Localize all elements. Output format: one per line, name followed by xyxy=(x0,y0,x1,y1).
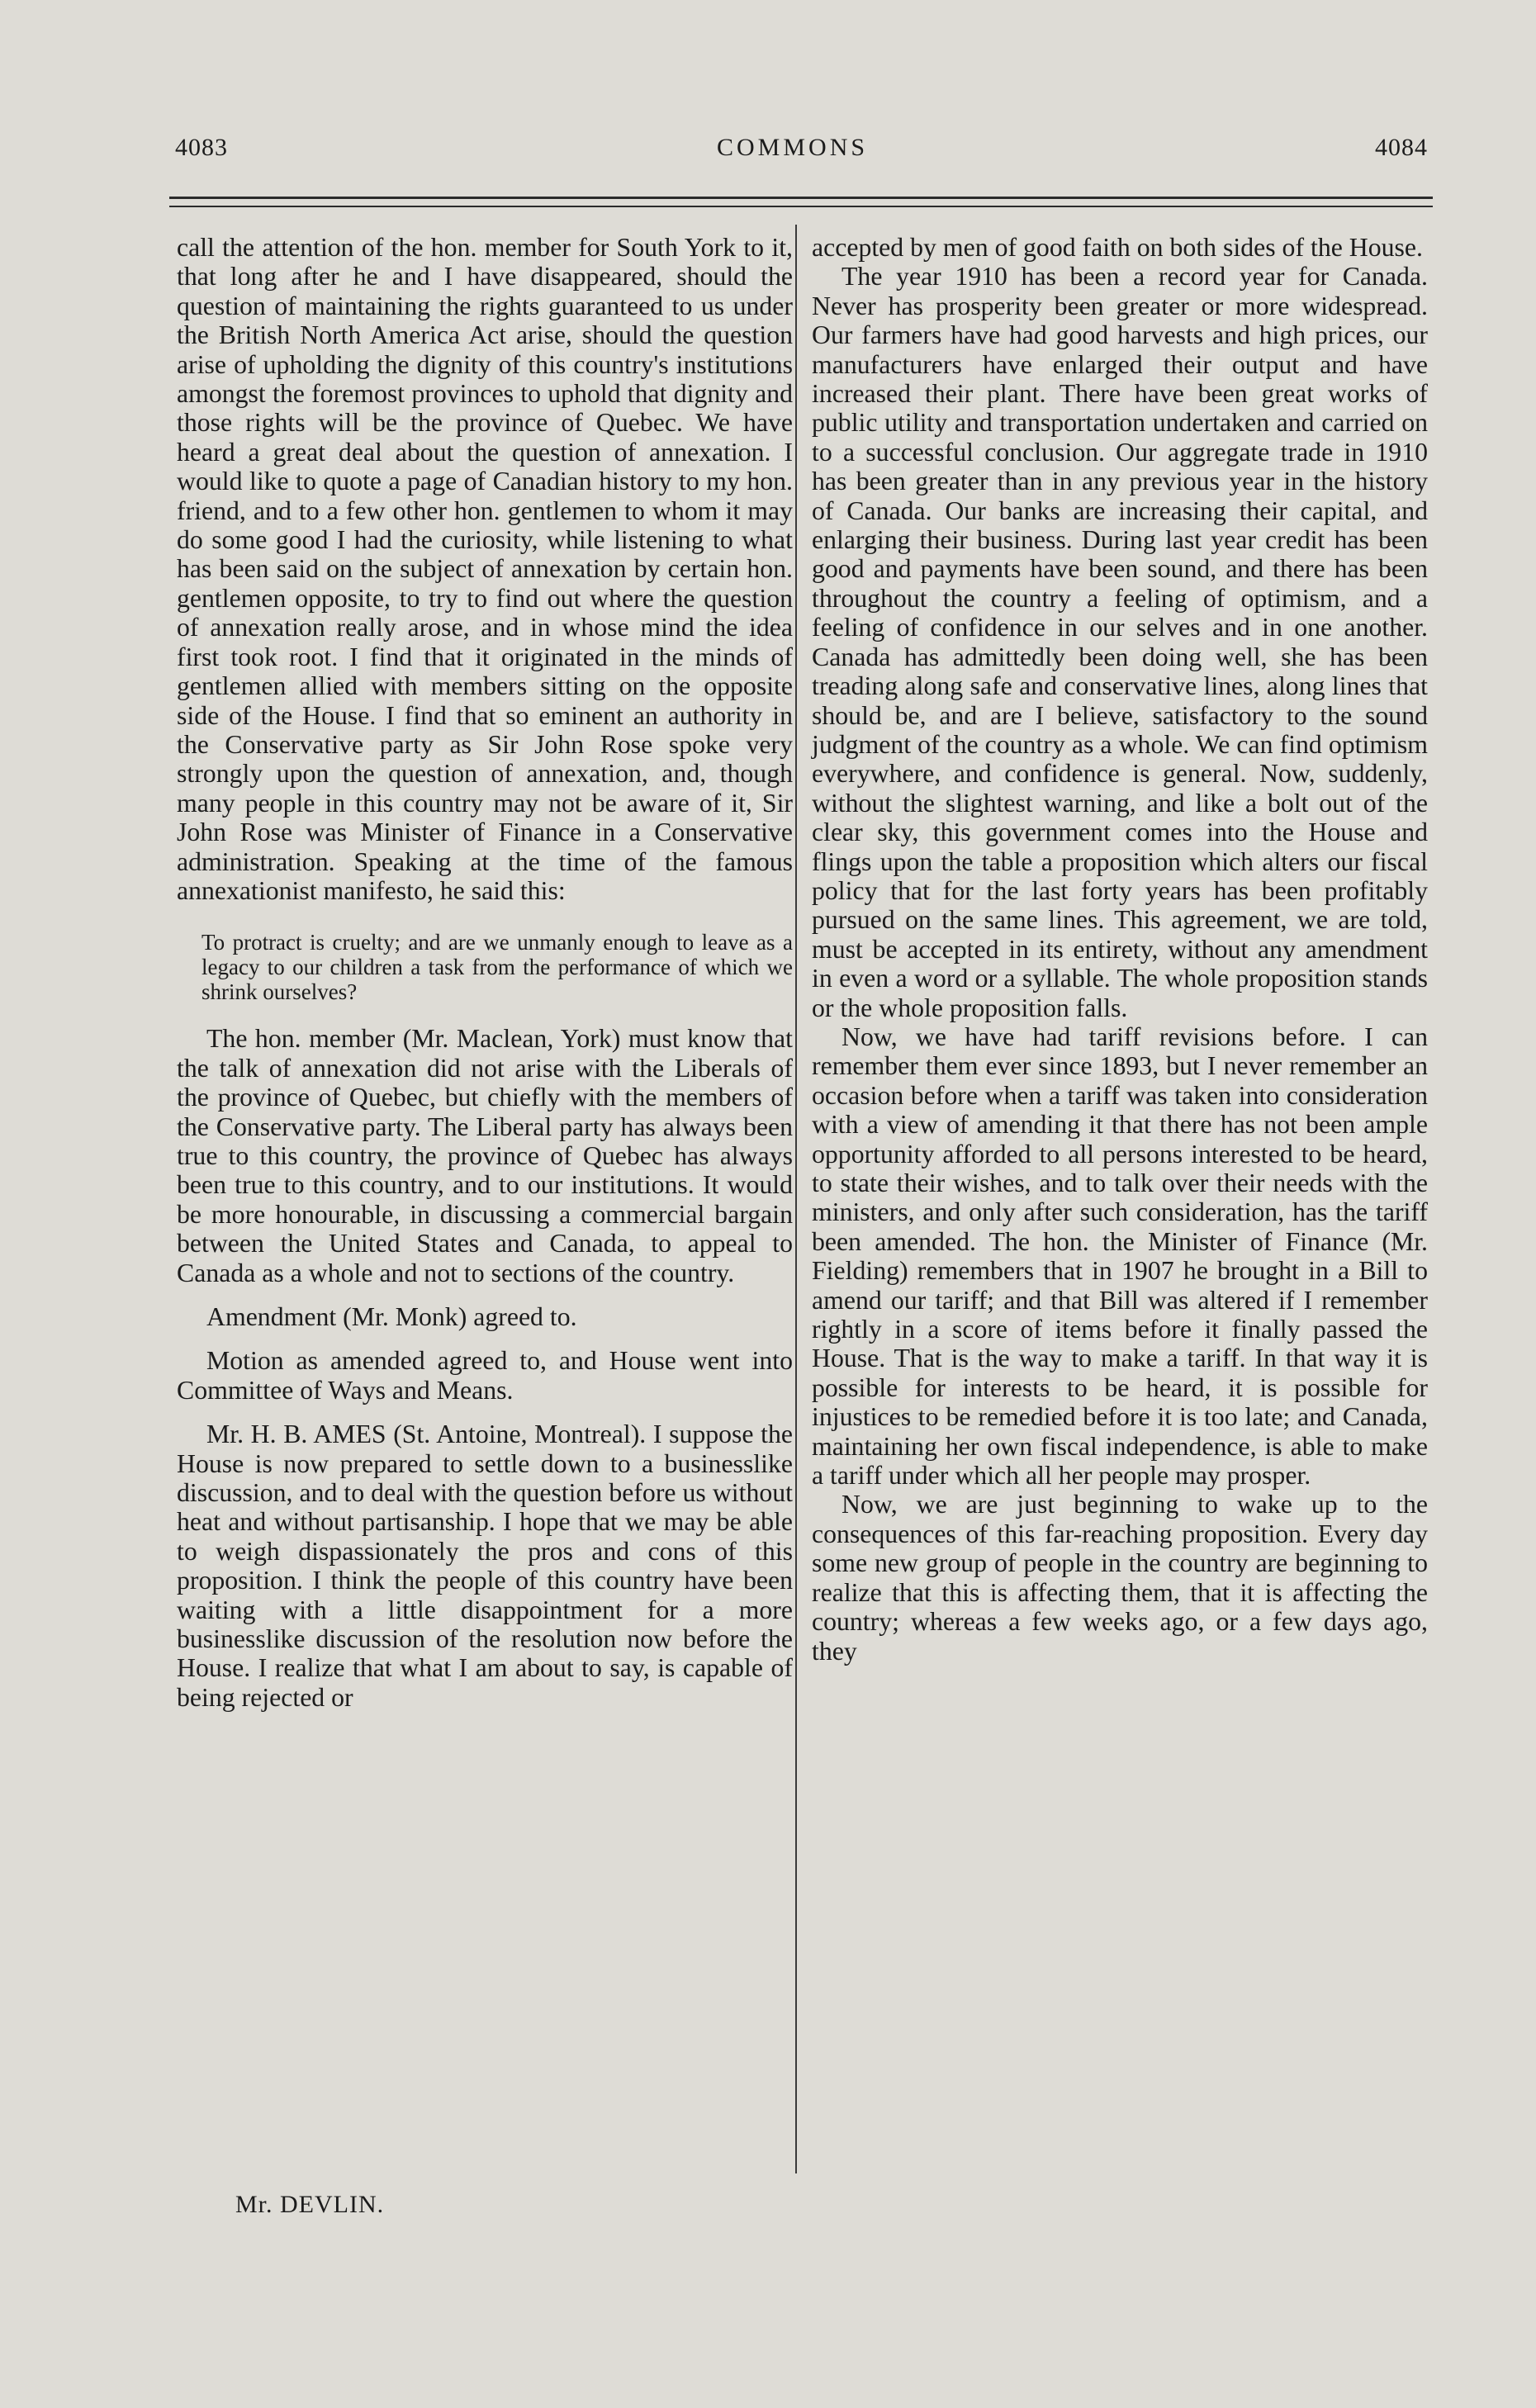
right-page-number: 4084 xyxy=(1375,134,1428,161)
left-paragraph-5: Mr. H. B. AMES (St. Antoine, Montreal). I suppose the House is now prepared to settle down to a businesslike discussion, and to deal with the question before us without heat and without partisanship. I hope that we may be able to weigh dispassionately the pros and cons of this proposition. I think the people of this country have been waiting with a little disappointment for a more businesslike discussion of the resolution now before the House. I realize that what I am about to say, is capable of being rejected or xyxy=(177,1420,793,1712)
right-paragraph-2: The year 1910 has been a record year for Canada. Never has prosperity been greater or more widespread. Our farmers have had good harvests and high prices, our manufacturers have enlarged their output and have increased their plant. There have been great works of public utility and transportation undertaken and carried on to a successful conclusion. Our aggregate trade in 1910 has been greater than in any previous year in the history of Canada. Our banks are increasing their capital, and enlarging their business. During last year credit has been good and payments have been sound, and there has been throughout the country a feeling of optimism, and a feeling of confidence in our selves and in one another. Canada has admittedly been doing well, she has been treading along safe and conservative lines, along lines that should be, and are I believe, satisfactory to the sound judgment of the country as a whole. We can find optimism everywhere, and confidence is general. Now, suddenly, without the slightest warning, and like a bolt out of the clear sky, this government comes into the House and flings upon the table a proposition which alters our fiscal policy that for the last forty years has been profitably pursued on the same lines. This agreement, we are told, must be accepted in its entirety, without any amendment in even a word or a syllable. The whole proposition stands or the whole proposition falls. xyxy=(812,262,1428,1022)
left-paragraph-4: Motion as amended agreed to, and House went into Committee of Ways and Means. xyxy=(177,1346,793,1405)
right-paragraph-3: Now, we have had tariff revisions before. I can remember them ever since 1893, but I never remember an occasion before when a tariff was taken into consideration with a view of amending it that there has not been ample opportunity afforded to all persons interested to be heard, to state their wishes, and to talk over their needs with the ministers, and only after such consideration, has the tariff been amended. The hon. the Minister of Finance (Mr. Fielding) remembers that in 1907 he brought in a Bill to amend our tariff; and that Bill was altered if I remember rightly in a score of items before it finally passed the House. That is the way to make a tariff. In that way it is possible for interests to be heard, it is possible for injustices to be remedied before it is too late; and Canada, maintaining her own fiscal independence, is able to make a tariff under which all her people may prosper. xyxy=(812,1022,1428,1491)
quotation: To protract is cruelty; and are we unmanly enough to leave as a legacy to our children a task from the performance of which we shrink ourselves? xyxy=(201,930,793,1005)
header-rule-bottom xyxy=(169,206,1433,207)
speaker-footer: Mr. DEVLIN. xyxy=(235,2191,385,2218)
left-paragraph-2: The hon. member (Mr. Maclean, York) must know that the talk of annexation did not arise with the Liberals of the province of Quebec, but chiefly with the members of the Conservative party. The Liberal party has always been true to this country, the province of Quebec has always been true to this country, and to our institutions. It would be more honourable, in discussing a commercial bargain between the United States and Canada, to appeal to Canada as a whole and not to sections of the country. xyxy=(177,1024,793,1287)
left-paragraph-3: Amendment (Mr. Monk) agreed to. xyxy=(206,1302,577,1331)
right-paragraph-1: accepted by men of good faith on both sides of the House. xyxy=(812,233,1423,262)
page-title: COMMONS xyxy=(717,134,869,161)
left-paragraph-1: call the attention of the hon. member for South York to it, that long after he and I have disappeared, should the question of maintaining the rights guaranteed to us under the British North America Act arise, should the question arise of upholding the dignity of this country's institutions amongst the foremost provinces to uphold that dignity and those rights will be the province of Quebec. We have heard a great deal about the question of annexation. I would like to quote a page of Canadian history to my hon. friend, and to a few other hon. gentlemen to whom it may do some good I had the curiosity, while listening to what has been said on the subject of annexation by certain hon. gentlemen opposite, to try to find out where the question of annexation really arose, and in whose mind the idea first took root. I find that it originated in the minds of gentlemen allied with members sitting on the opposite side of the House. I find that so eminent an authority in the Conservative party as Sir John Rose spoke very strongly upon the question of annexation, and, though many people in this country may not be aware of it, Sir John Rose was Minister of Finance in a Conservative administration. Speaking at the time of the famous annexationist manifesto, he said this: xyxy=(177,233,793,905)
header-rule-top xyxy=(169,197,1433,199)
right-paragraph-4: Now, we are just beginning to wake up to the consequences of this far-reaching proposition. Every day some new group of people in the country are beginning to realize that this is affecting them, that it is affecting the country; whereas a few weeks ago, or a few days ago, they xyxy=(812,1490,1428,1666)
left-page-number: 4083 xyxy=(175,134,228,161)
column-divider xyxy=(795,225,797,2173)
left-column xyxy=(177,233,793,1712)
right-column xyxy=(812,233,1428,1666)
